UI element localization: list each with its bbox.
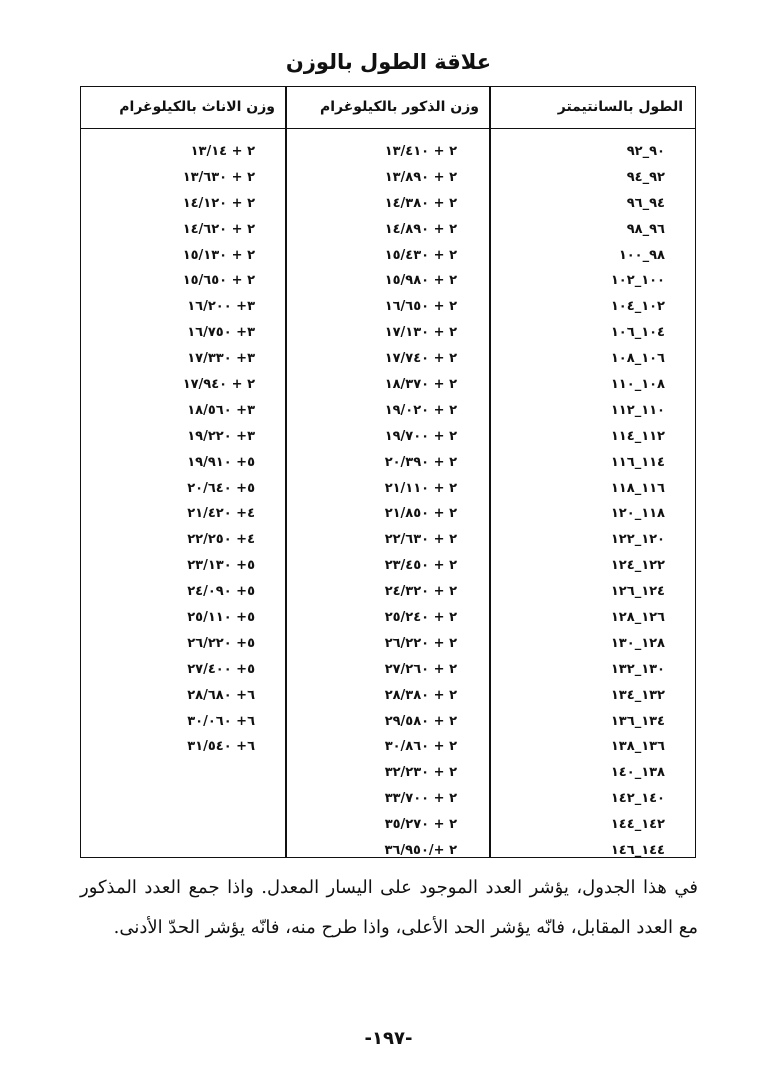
male-weight-cell: ٢ + ١٣/٤١٠ [384,144,457,159]
female-weight-cell: ٢ + ١٥/٦٥٠ [182,273,255,289]
male-weight-cell: ٢ + ٣٥/٢٧٠ [384,817,457,833]
table-row [81,191,695,217]
table-row [81,527,695,553]
male-weight-cell: ٢ + ٢٢/٦٣٠ [384,532,457,548]
male-weight-cell: ٢ + ٢٩/٥٨٠ [384,713,457,729]
height-cell: ١٠٤_١٠٦ [610,325,665,341]
male-weight-cell: ٢ + ٢٤/٣٢٠ [384,584,457,600]
height-cell: ٩٦_٩٨ [626,221,665,237]
male-weight-cell: ٢ + ٣٢/٢٣٠ [384,765,457,781]
table-row [81,294,695,320]
table-row [81,398,695,424]
table-row [81,553,695,579]
table-row [81,631,695,657]
female-weight-cell: ٣+ ١٩/٢٢٠ [187,428,255,444]
height-cell: ١٢٤_١٢٦ [610,584,665,600]
female-weight-cell: ٥+ ٢٣/١٣٠ [187,558,255,574]
female-weight-cell: ٥+ ٢٤/٠٩٠ [187,584,255,600]
female-weight-cell: ٣+ ١٨/٥٦٠ [187,402,255,418]
male-weight-cell: ٢ + ١٩/٧٠٠ [384,428,457,444]
table-row [81,786,695,812]
table-row [81,657,695,683]
male-weight-cell: ٢ + ١٧/١٣٠ [384,325,457,341]
female-weight-cell: ٥+ ٢٥/١١٠ [187,610,255,626]
female-weight-cell: ٢ + ١٣/٦٣٠ [182,169,255,185]
explanatory-note: في هذا الجدول، يؤشر العدد الموجود على اليسار المعدل. واذا جمع العدد المذكور مع العدد المقابل، فانّه يؤشر الحد الأعلى، واذا طرح منه، فانّه يؤشر الحدّ الأدنى. [80,877,698,938]
table-row [81,243,695,269]
table-row [81,268,695,294]
female-weight-cell: ٤+ ٢٢/٢٥٠ [187,532,255,548]
height-cell: ١٣٨_١٤٠ [610,765,665,781]
male-weight-cell: ٢ + ٣٣/٧٠٠ [384,791,457,807]
height-cell: ٩٤_٩٦ [626,195,665,211]
female-weight-cell: ٥+ ٢٧/٤٠٠ [187,661,255,677]
table-row [81,450,695,476]
table-body [81,139,695,864]
table-row [81,424,695,450]
table-row [81,734,695,760]
table-row [81,372,695,398]
height-cell: ١٣٦_١٣٨ [610,739,665,755]
female-weight-cell: ٥+ ٢٠/٦٤٠ [187,480,255,496]
height-cell: ١٠٢_١٠٤ [610,299,665,315]
female-weight-cell: ٢ + ١٥/١٣٠ [182,247,255,263]
female-weight-cell: ٢ + ١٤/٦٢٠ [182,221,255,237]
female-weight-cell: ٢ + ١٣/١٤ [190,144,255,159]
height-cell: ١٢٢_١٢٤ [610,558,665,574]
height-cell: ١١٨_١٢٠ [610,506,665,522]
male-weight-cell: ٢ + ٢٥/٢٤٠ [384,610,457,626]
table-row [81,165,695,191]
height-cell: ١١٠_١١٢ [610,402,665,418]
female-weight-cell: ٢ + ١٤/١٢٠ [182,195,255,211]
male-weight-cell: ٢ + ١٧/٧٤٠ [384,351,457,367]
male-weight-cell: ٢ + ٣٠/٨٦٠ [384,739,457,755]
female-weight-cell: ٣+ ١٦/٧٥٠ [187,325,255,341]
header-male-weight: وزن الذكور بالكيلوغرام [319,99,479,115]
height-cell: ١٤٠_١٤٢ [610,791,665,807]
table-row [81,683,695,709]
height-cell: ٩٨_١٠٠ [618,247,665,263]
height-cell: ١٠٦_١٠٨ [610,351,665,367]
male-weight-cell: ٢ + ١٣/٨٩٠ [384,169,457,185]
height-weight-table [80,86,696,858]
height-cell: ١٣٤_١٣٦ [610,713,665,729]
female-weight-cell: ٤+ ٢١/٤٢٠ [187,506,255,522]
table-row [81,812,695,838]
table-title: علاقة الطول بالوزن [285,50,492,74]
height-cell: ١١٢_١١٤ [610,428,665,444]
female-weight-cell: ٥+ ٢٦/٢٢٠ [187,635,255,651]
height-cell: ١٤٢_١٤٤ [610,817,665,833]
height-cell: ١٢٨_١٣٠ [610,635,665,651]
height-cell: ١٠٨_١١٠ [610,377,665,393]
height-cell: ١٢٠_١٢٢ [610,532,665,548]
height-cell: ٩٠_٩٢ [626,144,665,159]
height-cell: ١٣٢_١٣٤ [610,687,665,703]
table-row [81,501,695,527]
female-weight-cell: ٢ + ١٧/٩٤٠ [182,377,255,393]
female-weight-cell: ٦+ ٣٠/٠٦٠ [187,713,255,729]
header-female-weight: وزن الاناث بالكيلوغرام [119,99,275,115]
male-weight-cell: ٢ + ٢٠/٣٩٠ [384,454,457,470]
table-row [81,320,695,346]
table-row [81,139,695,165]
height-cell: ١١٦_١١٨ [610,480,665,496]
table-row [81,709,695,735]
male-weight-cell: ٢ + ١٤/٣٨٠ [384,195,457,211]
male-weight-cell: ٢ + ٢١/١١٠ [384,480,457,496]
male-weight-cell: ٢ + ١٦/٦٥٠ [384,299,457,315]
table-row [81,346,695,372]
table-row [81,838,695,864]
height-cell: ١٣٠_١٣٢ [610,661,665,677]
table-row [81,217,695,243]
height-cell: ١٠٠_١٠٢ [610,273,665,289]
male-weight-cell: ٢ + ١٥/٩٨٠ [384,273,457,289]
female-weight-cell: ٣+ ١٧/٣٣٠ [187,351,255,367]
male-weight-cell: ٢ + ١٤/٨٩٠ [384,221,457,237]
page-number: -١٩٧- [364,1028,413,1049]
header-height: الطول بالسانتيمتر [557,99,683,115]
female-weight-cell: ٦+ ٣١/٥٤٠ [187,739,255,755]
female-weight-cell: ٥+ ١٩/٩١٠ [187,454,255,470]
table-row [81,579,695,605]
male-weight-cell: ٢ + ٢٦/٢٢٠ [384,635,457,651]
male-weight-cell: ٢ +/٣٦/٩٥٠ [384,843,457,859]
male-weight-cell: ٢ + ٢٨/٣٨٠ [384,687,457,703]
male-weight-cell: ٢ + ١٨/٣٧٠ [384,377,457,393]
male-weight-cell: ٢ + ١٥/٤٣٠ [384,247,457,263]
height-cell: ١٤٤_١٤٦ [610,843,665,859]
male-weight-cell: ٢ + ١٩/٠٢٠ [384,402,457,418]
height-cell: ١١٤_١١٦ [610,454,665,470]
height-cell: ٩٢_٩٤ [626,169,665,185]
table-row [81,760,695,786]
table-row [81,605,695,631]
female-weight-cell: ٦+ ٢٨/٦٨٠ [187,687,255,703]
male-weight-cell: ٢ + ٢٣/٤٥٠ [384,558,457,574]
female-weight-cell: ٣+ ١٦/٢٠٠ [187,299,255,315]
table-header [81,87,695,129]
table-row [81,476,695,502]
male-weight-cell: ٢ + ٢٧/٢٦٠ [384,661,457,677]
height-cell: ١٢٦_١٢٨ [610,610,665,626]
male-weight-cell: ٢ + ٢١/٨٥٠ [384,506,457,522]
